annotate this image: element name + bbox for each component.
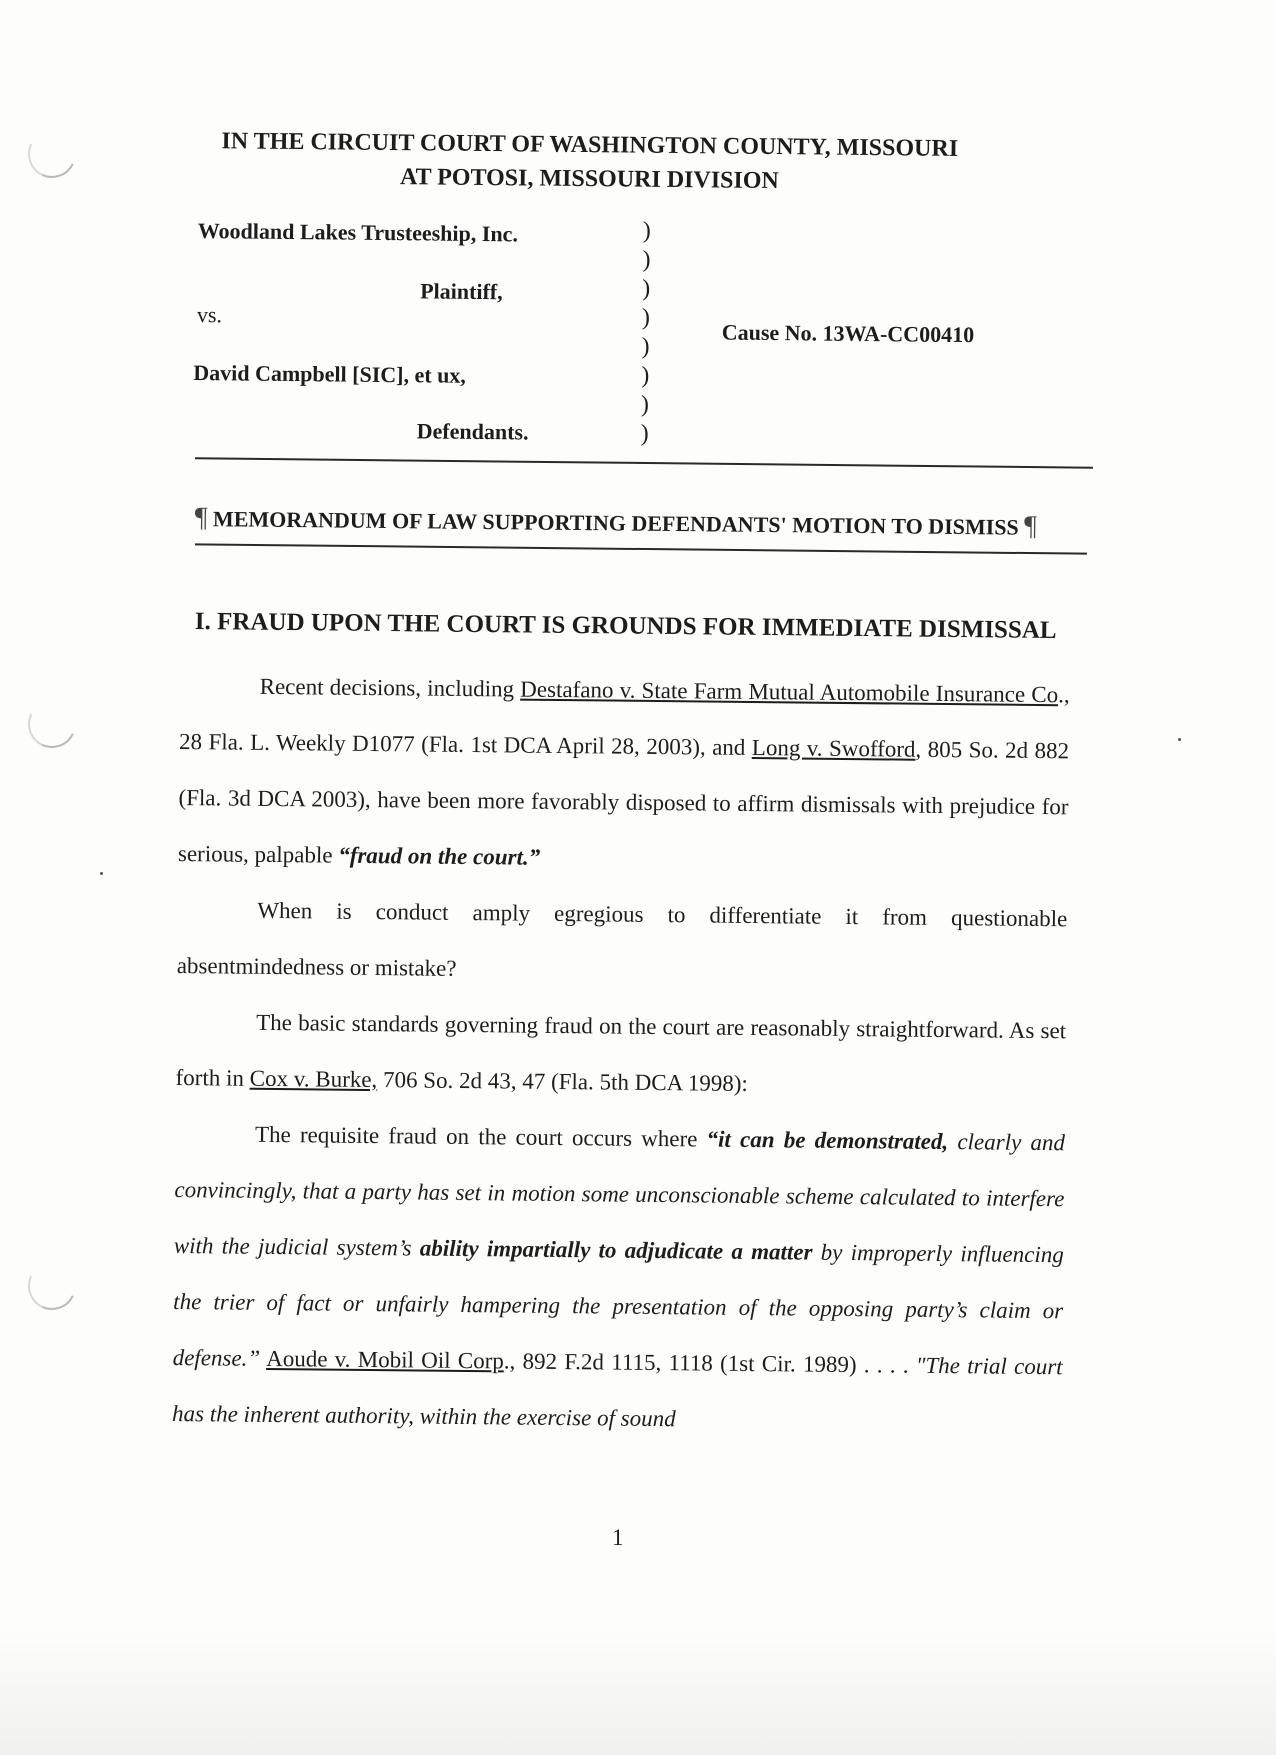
- caption-paren: ): [642, 217, 651, 244]
- case-citation: Destafano v. State Farm Mutual Automobile Insurance Co: [520, 676, 1059, 708]
- defendant-name: David Campbell [SIC], et ux,: [193, 359, 467, 388]
- scan-shadow: [0, 1630, 1276, 1755]
- quoted-phrase: “fraud on the court.”: [338, 842, 541, 870]
- paragraph: [172, 1106, 1065, 1451]
- punch-hole-mark: [21, 1255, 83, 1317]
- section-heading: I. FRAUD UPON THE COURT IS GROUNDS FOR IMMEDIATE DISMISSAL: [194, 608, 1057, 645]
- caption-parentheses: [641, 217, 651, 449]
- pilcrow-icon: ¶: [1024, 510, 1038, 542]
- text-run: 706 So. 2d 43, 47 (Fla. 5th DCA 1998):: [377, 1067, 748, 1096]
- caption-paren: ): [640, 420, 649, 447]
- quoted-phrase: clearly and convincingly, that a party has set in motion some unconscionable scheme calculated to interfere with the judicial system’s: [173, 1129, 1066, 1261]
- text-run: ., 28 Fla. L. Weekly D1077 (Fla. 1st DCA April 28, 2003), and: [178, 682, 1070, 760]
- versus-label: vs.: [196, 302, 223, 328]
- caption-paren: ): [640, 391, 650, 418]
- plaintiff-name: Woodland Lakes Trusteeship, Inc.: [197, 218, 519, 247]
- court-line-2: AT POTOSI, MISSOURI DIVISION: [399, 164, 779, 195]
- caption-paren: ): [642, 275, 651, 302]
- cause-number: Cause No. 13WA-CC00410: [721, 319, 975, 348]
- text-run: The basic standards governing fraud on the court are reasonably straightforward. As set forth in: [175, 1009, 1067, 1091]
- case-citation: Cox v. Burke,: [249, 1065, 378, 1093]
- case-caption: [192, 212, 1014, 461]
- caption-paren: ): [641, 333, 650, 360]
- paragraph: When is conduct amply egregious to differentiate it from questionable absentmindedness or mistake?: [176, 897, 1068, 981]
- defendant-role: Defendants.: [416, 418, 529, 445]
- paragraph: [178, 658, 1070, 891]
- quoted-phrase: by improperly influencing the trier of fact or unfairly hampering the presentation of the opposing party’s claim or defense.”: [172, 1239, 1064, 1371]
- paragraph: [175, 994, 1066, 1115]
- court-heading: [199, 124, 980, 200]
- caption-paren: ): [641, 362, 650, 389]
- punch-hole-mark: [21, 693, 83, 755]
- text-run: The requisite fraud on the court occurs where: [254, 1121, 707, 1152]
- page-number: 1: [612, 1525, 624, 1550]
- scan-speck: [100, 872, 103, 875]
- title-text: MEMORANDUM OF LAW SUPPORTING DEFENDANTS' MOTION TO DISMISS: [212, 506, 1019, 540]
- punch-hole-mark: [21, 123, 83, 185]
- pilcrow-icon: ¶: [194, 502, 208, 534]
- quoted-phrase: "The trial court has the inherent authority, within the exercise of sound: [171, 1352, 1063, 1432]
- court-line-1: IN THE CIRCUIT COURT OF WASHINGTON COUNTY, MISSOURI: [221, 128, 959, 162]
- body-text: [172, 658, 1070, 1451]
- caption-paren: ): [642, 246, 651, 273]
- quoted-phrase: ability impartially to adjudicate a matter: [419, 1235, 813, 1265]
- case-citation: Aoude v. Mobil Oil Corp: [266, 1345, 504, 1374]
- text-run: , 805 So. 2d 882 (Fla. 3d DCA 2003), have been more favorably disposed to affirm dismissals with prejudice for serious, palpable: [177, 736, 1070, 868]
- case-citation: Long v. Swofford: [751, 734, 916, 762]
- title-divider: [195, 543, 1087, 554]
- plaintiff-role: Plaintiff,: [420, 278, 503, 305]
- quoted-phrase: “it can be demonstrated,: [706, 1126, 949, 1155]
- scan-speck: [1178, 738, 1181, 741]
- text-run: ., 892 F.2d 1115, 1118 (1st Cir. 1989) . . . .: [503, 1348, 916, 1378]
- text-run: Recent decisions, including: [259, 673, 521, 702]
- caption-paren: ): [641, 304, 651, 331]
- document-title: [195, 502, 1095, 543]
